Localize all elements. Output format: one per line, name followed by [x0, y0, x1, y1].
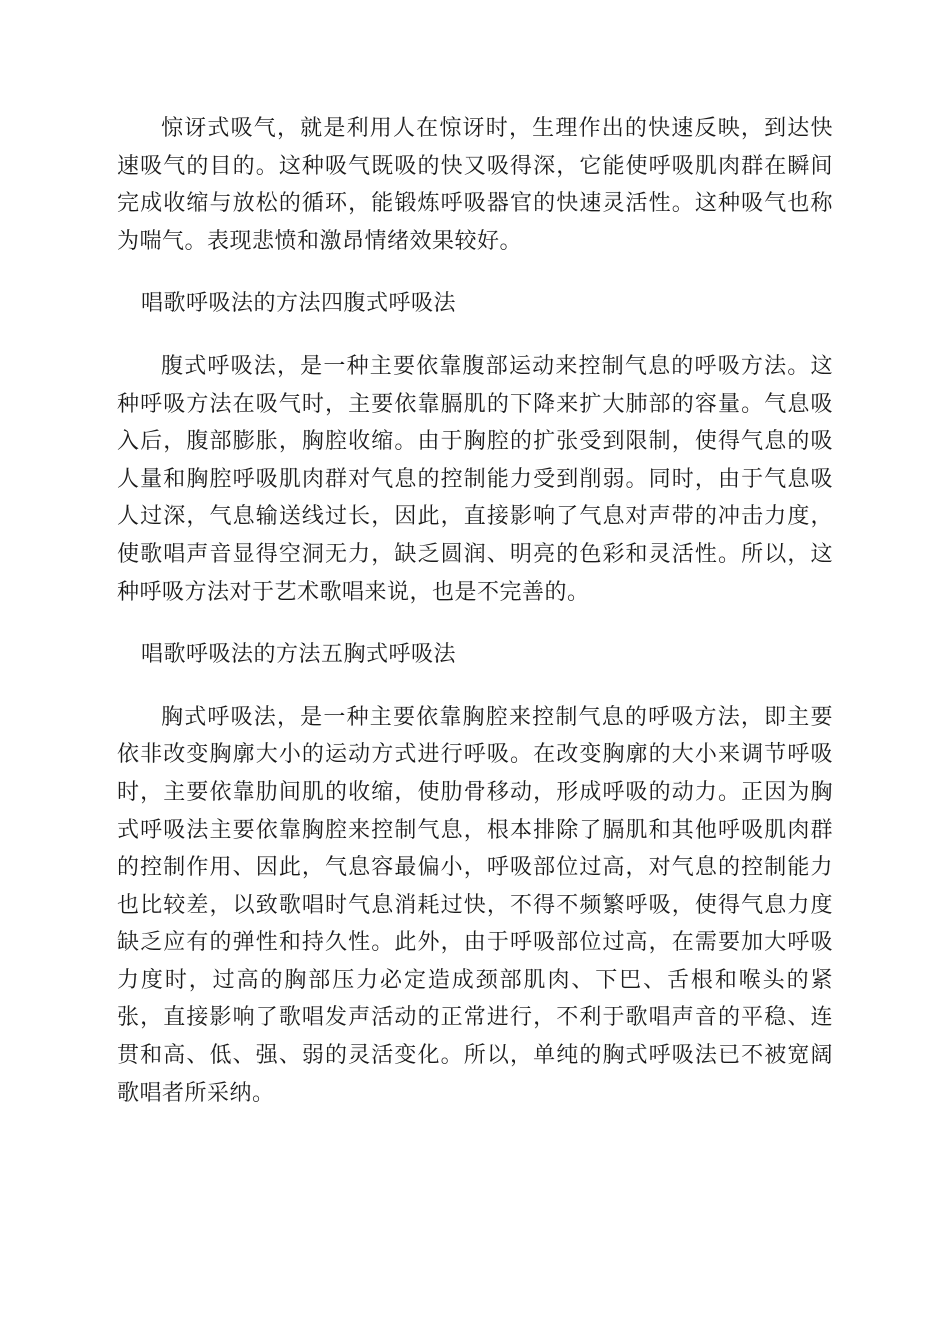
paragraph-chest-breathing: 胸式呼吸法，是一种主要依靠胸腔来控制气息的呼吸方法，即主要依非改变胸廓大小的运动方式进行呼吸。在改变胸廓的大小来调节呼吸时，主要依靠肋间肌的收缩，使肋骨移动，形成呼吸的动力。正因为胸式呼吸法主要依靠胸腔来控制气息，根本排除了膈肌和其他呼吸肌肉群的控制作用、因此，气息容最偏小，呼吸部位过高，对气息的控制能力也比较差，以致歌唱时气息消耗过快，不得不频繁呼吸，使得气息力度缺乏应有的弹性和持久性。此外，由于呼吸部位过高，在需要加大呼吸力度时，过高的胸部压力必定造成颈部肌肉、下巴、舌根和喉头的紧张，直接影响了歌唱发声活动的正常进行，不利于歌唱声音的平稳、连贯和高、低、强、弱的灵活变化。所以，单纯的胸式呼吸法已不被宽阔歌唱者所采纳。 [117, 704, 833, 1106]
section-heading-abdominal-breathing: 唱歌呼吸法的方法四腹式呼吸法 [141, 291, 457, 317]
section-heading-chest-breathing: 唱歌呼吸法的方法五胸式呼吸法 [141, 642, 457, 668]
paragraph-gasp-inhale: 惊讶式吸气，就是利用人在惊讶时，生理作出的快速反映，到达快速吸气的目的。这种吸气既吸的快又吸得深，它能使呼吸肌肉群在瞬间完成收缩与放松的循环，能锻炼呼吸器官的快速灵活性。这种吸气也称为喘气。表现悲愤和激昂情绪效果较好。 [117, 116, 833, 254]
paragraph-abdominal-breathing: 腹式呼吸法，是一种主要依靠腹部运动来控制气息的呼吸方法。这种呼吸方法在吸气时，主要依靠膈肌的下降来扩大肺部的容量。气息吸入后，腹部膨胀，胸腔收缩。由于胸腔的扩张受到限制，使得气息的吸人量和胸腔呼吸肌肉群对气息的控制能力受到削弱。同时，由于气息吸人过深，气息输送线过长，因此，直接影响了气息对声带的冲击力度，使歌唱声音显得空洞无力，缺乏圆润、明亮的色彩和灵活性。所以，这种呼吸方法对于艺术歌唱来说，也是不完善的。 [117, 353, 833, 605]
document-page [117, 110, 833, 1112]
